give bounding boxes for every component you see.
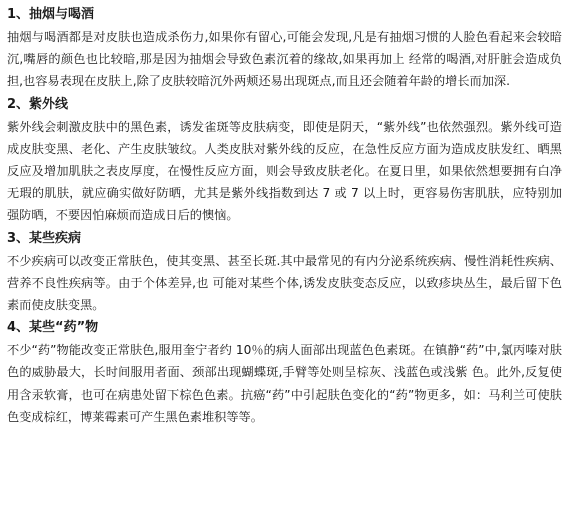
section-paragraph: 不少疾病可以改变正常肤色，使其变黑、甚至长斑.其中最常见的有内分泌系统疾病、慢性消耗性疾病、营养不良性疾病等。由于个体差异,也 可能对某些个体,诱发皮肤变态反应，以致疹块丛生，最后留下色素而使皮肤变黑。 bbox=[7, 253, 562, 313]
section-medications bbox=[7, 317, 562, 428]
section-smoking-drinking bbox=[7, 4, 562, 93]
section-paragraph: 不少“药”物能改变正常肤色,服用奎宁者约 10％的病人面部出现蓝色色素斑。在镇静“药”中,氯丙嗪对肤色的威胁最大，长时间服用者面、颈部出现蝴蝶斑,手臂等处则呈棕灰、浅蓝色或浅紫 色。此外,反复使用含汞软膏，也可在病患处留下棕色色素。抗癌“药”中引起肤色变化的“药”物更多，如：马利兰可使肤色变成棕红，博莱霉素可产生黑色素堆积等等。 bbox=[7, 343, 562, 424]
section-paragraph: 抽烟与喝酒都是对皮肤也造成杀伤力,如果你有留心,可能会发现,凡是有抽烟习惯的人脸色看起来会较暗沉,嘴唇的颜色也比较暗,那是因为抽烟会导致色素沉着的缘故,如果再加上 经常的喝酒,对肝脏会造成负担,也容易表现在皮肤上,除了皮肤较暗沉外两颊还易出现斑点,而且还会随着年龄的增长而加深. bbox=[7, 30, 562, 89]
section-diseases bbox=[7, 228, 562, 317]
section-heading: 4、某些“药”物 bbox=[7, 320, 99, 336]
section-ultraviolet bbox=[7, 94, 562, 227]
section-heading: 3、某些疾病 bbox=[7, 230, 82, 246]
section-paragraph: 紫外线会刺激皮肤中的黑色素，诱发雀斑等皮肤病变，即使是阴天，“紫外线”也依然强烈。紫外线可造成皮肤变黑、老化、产生皮肤皱纹。人类皮肤对紫外线的反应，在急性反应方面为造成皮肤发红、晒黑反应及增加肌肤之表皮厚度，在慢性反应方面，则会导致皮肤老化。在夏日里，如果依然想要拥有白净无瑕的肌肤，就应确实做好防晒，尤其是紫外线指数到达 7 或 7 以上时，更容易伤害肌肤，应特别加强防晒，不要因怕麻烦而造成日后的懊恼。 bbox=[7, 119, 562, 223]
section-heading: 2、紫外线 bbox=[7, 96, 69, 112]
section-heading: 1、抽烟与喝酒 bbox=[7, 7, 95, 22]
